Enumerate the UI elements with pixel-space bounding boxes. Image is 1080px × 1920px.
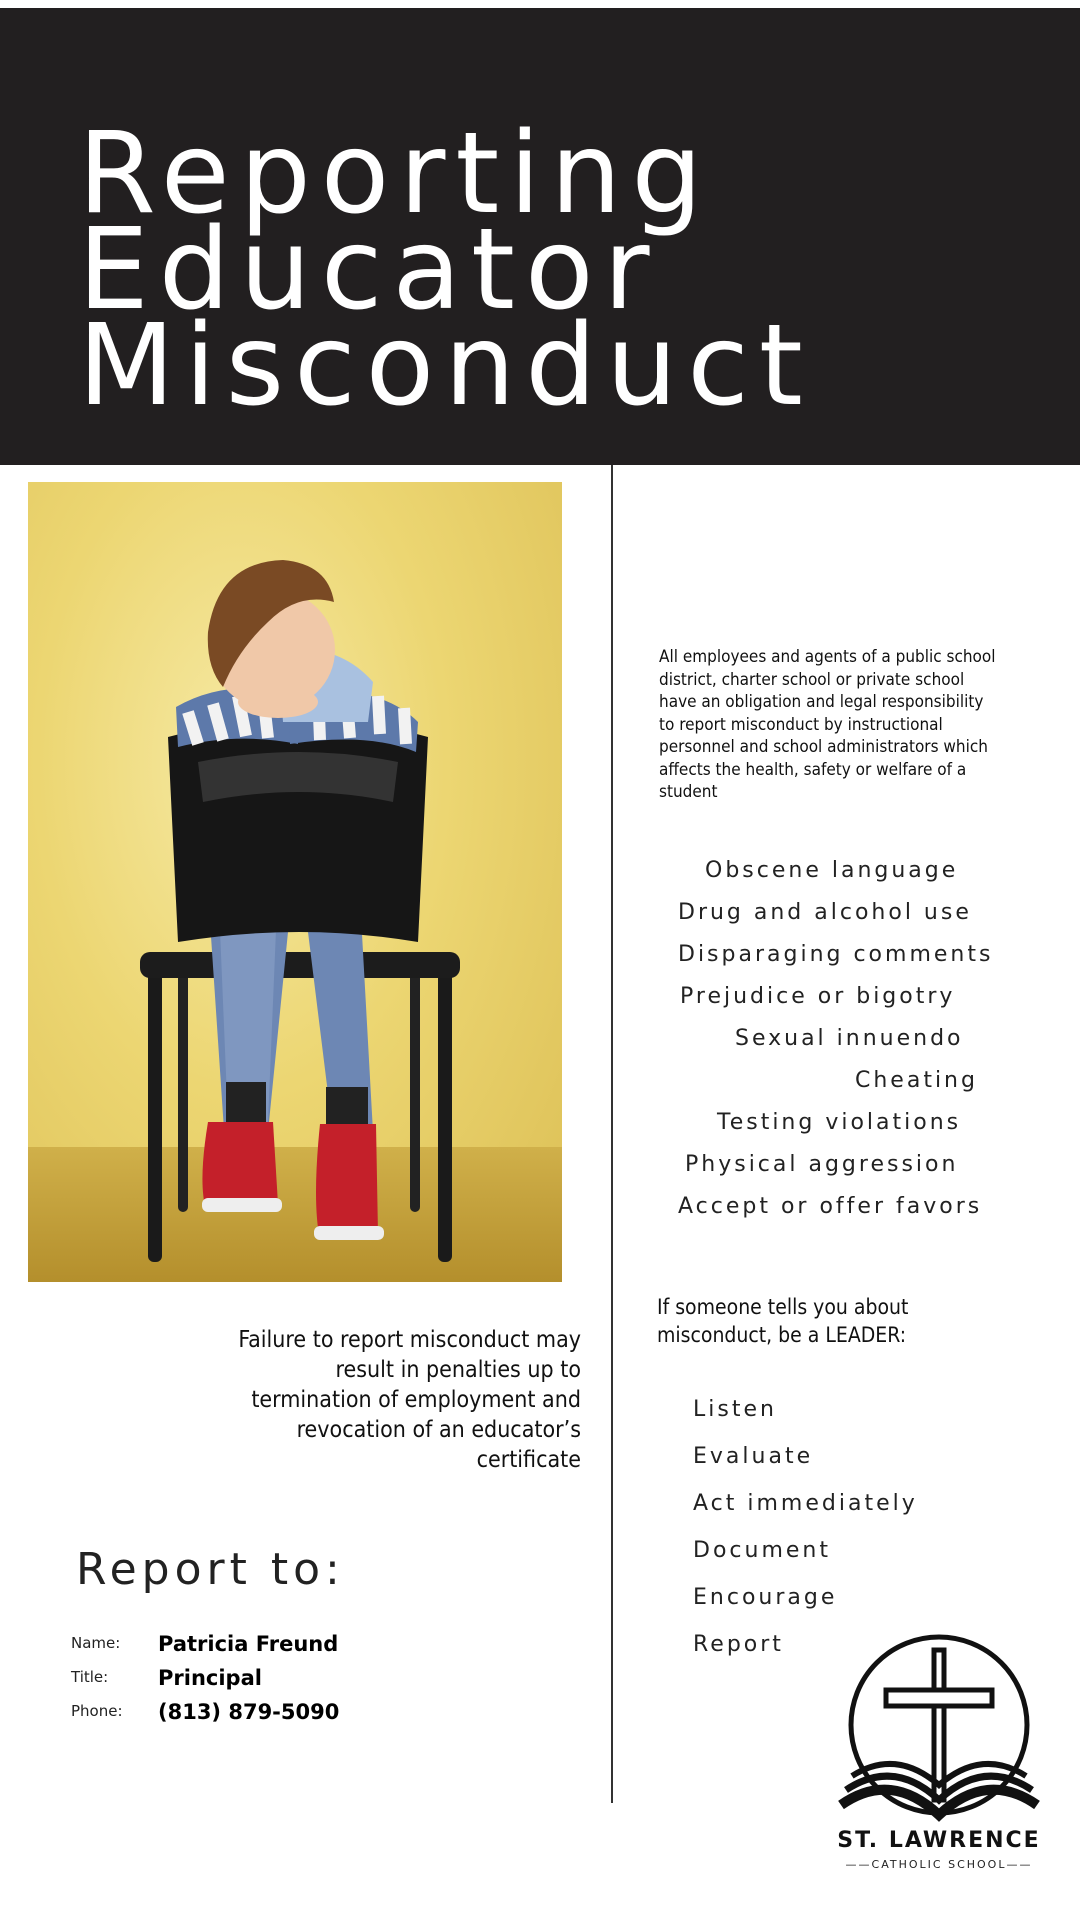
contact-value: Principal <box>158 1666 262 1690</box>
list-item: Document <box>693 1538 831 1563</box>
header-banner <box>0 8 1080 465</box>
contact-label: Name: <box>71 1634 121 1652</box>
title-line-1: Reporting <box>78 109 713 239</box>
list-item: Disparaging comments <box>678 942 994 967</box>
school-logo <box>836 1630 1042 1880</box>
obligation-text: All employees and agents of a public school district, charter school or private school have an obligation and legal responsibility to report misconduct by instructional personnel and school administrators which affects the health, safety or welfare of a student <box>659 647 996 802</box>
contact-label: Phone: <box>71 1702 123 1720</box>
list-item: Listen <box>693 1397 777 1422</box>
list-item: Physical aggression <box>685 1152 959 1177</box>
list-item: Sexual innuendo <box>735 1026 964 1051</box>
list-item: Report <box>693 1632 784 1657</box>
leader-list <box>693 1386 918 1668</box>
list-item: Encourage <box>693 1585 838 1610</box>
list-item: Accept or offer favors <box>678 1194 983 1219</box>
list-item: Evaluate <box>693 1444 814 1469</box>
list-item: Prejudice or bigotry <box>680 984 956 1009</box>
list-item: Testing violations <box>717 1110 962 1135</box>
school-subtitle: ——CATHOLIC SCHOOL—— <box>845 1858 1033 1871</box>
report-to-heading: Report to: <box>76 1544 345 1595</box>
list-item: Obscene language <box>705 858 959 883</box>
contact-value: Patricia Freund <box>158 1632 339 1656</box>
school-name: ST. LAWRENCE <box>837 1828 1041 1853</box>
list-item: Drug and alcohol use <box>678 900 972 925</box>
child-on-chair-photo <box>28 482 562 1282</box>
column-divider <box>611 465 613 1803</box>
list-item: Cheating <box>855 1068 978 1093</box>
contact-value: (813) 879-5090 <box>158 1700 340 1724</box>
cross-book-icon <box>836 1630 1042 1825</box>
list-item: Act immediately <box>693 1491 918 1516</box>
child-illustration <box>28 482 562 1282</box>
warning-text: Failure to report misconduct may result in penalties up to termination of employment and revocation of an educator’s certificate <box>238 1327 581 1473</box>
title-line-3: Misconduct <box>78 301 813 431</box>
contact-label: Title: <box>71 1668 109 1686</box>
title-line-2: Educator <box>78 205 660 335</box>
page-title <box>78 109 813 431</box>
leader-intro-text: If someone tells you about misconduct, be a LEADER: <box>657 1295 909 1347</box>
